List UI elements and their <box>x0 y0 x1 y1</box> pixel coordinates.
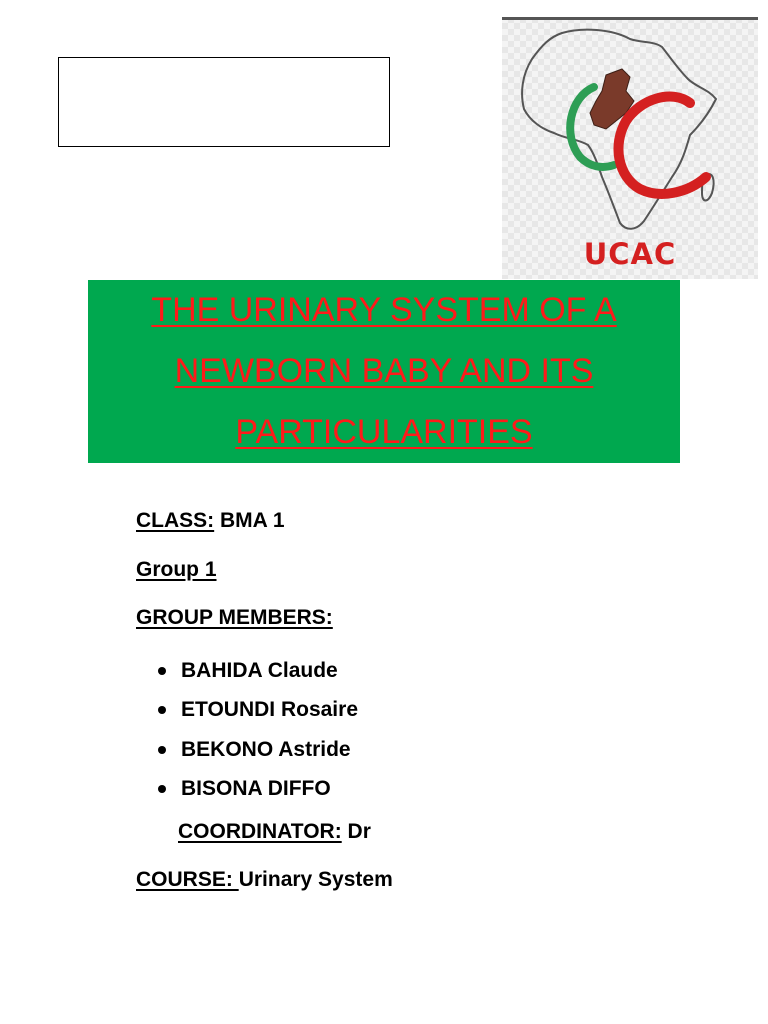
group-line <box>136 558 217 582</box>
course-label: COURSE: <box>136 868 239 891</box>
bullet-icon <box>158 667 166 675</box>
class-value: BMA 1 <box>214 509 285 532</box>
red-c-arc <box>618 97 706 194</box>
coordinator-line <box>178 820 371 844</box>
group-label: Group 1 <box>136 558 217 581</box>
course-line <box>136 868 393 892</box>
logo-text: UCAC <box>583 237 677 271</box>
title-line-2: NEWBORN BABY AND ITS <box>174 352 594 390</box>
bullet-icon <box>158 785 166 793</box>
member-name: ETOUNDI Rosaire <box>181 698 358 722</box>
bullet-icon <box>158 706 166 714</box>
ucac-logo <box>502 17 758 279</box>
class-line <box>136 509 285 533</box>
list-item <box>158 730 358 770</box>
coordinator-label: COORDINATOR: <box>178 820 342 843</box>
bullet-icon <box>158 746 166 754</box>
member-name: BEKONO Astride <box>181 737 351 761</box>
list-item <box>158 770 358 810</box>
member-name: BISONA DIFFO <box>181 777 331 801</box>
class-label: CLASS: <box>136 509 215 532</box>
title-banner <box>88 280 680 463</box>
members-heading <box>136 606 333 630</box>
empty-frame-box <box>58 57 390 147</box>
title-line-3: PARTICULARITIES <box>235 413 533 451</box>
members-list <box>158 651 358 809</box>
members-label: GROUP MEMBERS: <box>136 606 333 629</box>
title-line-1: THE URINARY SYSTEM OF A <box>151 291 617 329</box>
course-value: Urinary System <box>238 868 393 891</box>
coordinator-value: Dr <box>341 820 371 843</box>
member-name: BAHIDA Claude <box>181 658 338 682</box>
list-item <box>158 691 358 731</box>
list-item <box>158 651 358 691</box>
